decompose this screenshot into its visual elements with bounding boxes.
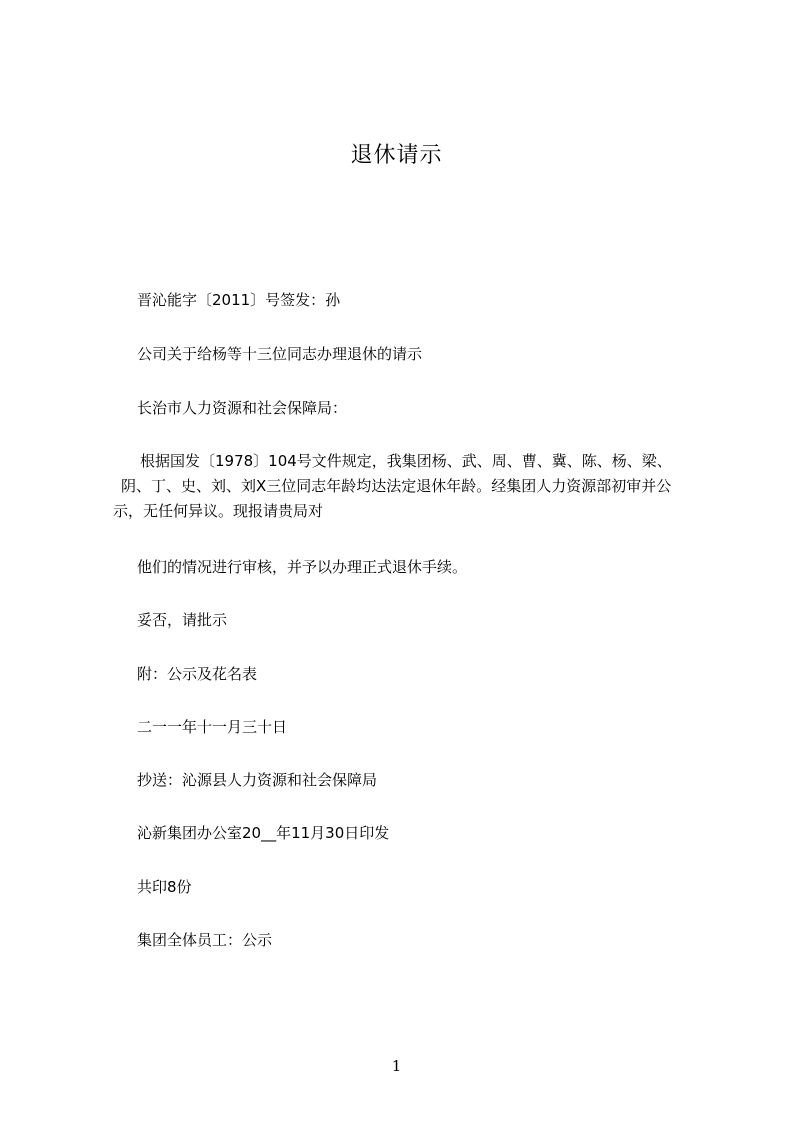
body-line: 示，无任何异议。现报请贵局对 [113,502,324,520]
closing-line: 妥否，请批示 [137,611,228,629]
document-title: 退休请示 [350,143,443,168]
notice-line: 集团全体员工：公示 [137,931,273,949]
attachment-line: 附：公示及花名表 [137,665,258,683]
recipient-line: 长治市人力资源和社会保障局： [137,399,348,417]
body-continued: 他们的情况进行审核，并予以办理正式退休手续。 [137,558,468,576]
document-number: 晋沁能字〔2011〕号签发：孙 [137,291,341,309]
copies-line: 共印8份 [137,878,192,896]
document-subject: 公司关于给杨等十三位同志办理退休的请示 [137,345,423,363]
cc-line: 抄送：沁源县人力资源和社会保障局 [137,771,378,789]
date-line: 二一一年十一月三十日 [137,718,288,736]
issued-by-line: 沁新集团办公室20__年11月30日印发 [137,824,390,842]
body-line: 根据国发〔1978〕104号文件规定，我集团杨、武、周、曹、冀、陈、杨、梁、 [140,452,672,470]
body-paragraph [113,449,703,524]
body-line: 阴、丁、史、刘、刘X三位同志年龄均达法定退休年龄。经集团人力资源部初审并公 [121,477,672,495]
page-number: 1 [391,1057,402,1075]
